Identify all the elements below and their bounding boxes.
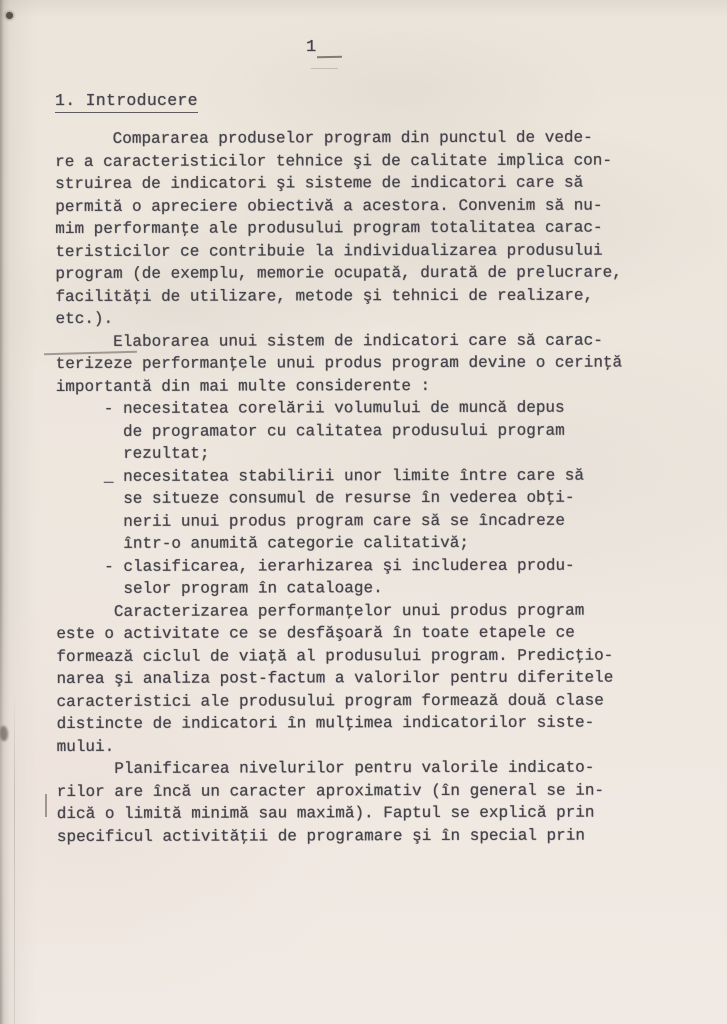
text-line: permită o apreciere obiectivă a acestora. Convenim să nu- (55, 196, 603, 216)
text-line: teristicilor ce contribuie la individualizarea produsului (55, 241, 603, 261)
page-number: 1 (306, 38, 317, 57)
text-line: selor program în cataloage. (56, 579, 383, 598)
text-line: Elaborarea unui sistem de indicatori care să carac- (55, 331, 603, 351)
text-line: într-o anumită categorie calitativă; (56, 533, 469, 553)
punch-hole-dot (6, 12, 13, 19)
text-line: Planificarea nivelurilor pentru valorile indicato- (56, 758, 595, 778)
text-line: Compararea produselor program din punctul de vede- (55, 128, 593, 148)
text-line: caracteristici ale produsului program formează două clase (56, 691, 604, 711)
text-line: este o activitate ce se desfăşoară în toate etapele ce (56, 623, 575, 643)
text-line: dică o limită minimă sau maximă). Faptul se explică prin (56, 803, 595, 823)
text-line: - necesitatea corelării volumului de muncă depus (55, 398, 565, 418)
text-line: mului. (56, 737, 115, 756)
left-edge-mark (0, 726, 8, 741)
text-line: struirea de indicatori şi sisteme de indicatori care să (55, 173, 584, 193)
text-line: narea şi analiza post-factum a valorilor pentru diferitele (56, 668, 614, 688)
text-line: mim performanţe ale produsului program totalitatea carac- (55, 218, 603, 238)
text-line: re a caracteristicilor tehnice şi de calitate implica con- (55, 151, 612, 171)
text-line: de programator cu calitatea produsului program (55, 421, 565, 441)
text-line: specificul activităţii de programare şi în special prin (56, 826, 585, 846)
text-line: formează ciclul de viaţă al produsului program. Predicţio- (56, 646, 614, 666)
text-line: Caracterizarea performanţelor unui produs program (56, 601, 585, 621)
typewritten-text (55, 127, 623, 848)
text-line: se situeze consumul de resurse în vederea obţi- (55, 488, 575, 508)
paper-crease-line (14, 690, 15, 1024)
text-line: _ necesitatea stabilirii unor limite între care să (55, 466, 585, 486)
page-number-underline-faint (311, 68, 338, 69)
text-line: rilor are încă un caracter aproximativ (în general se in- (56, 781, 605, 801)
section-heading: 1. Introducere (55, 90, 198, 113)
margin-tick-mark (45, 794, 47, 817)
text-line: - clasificarea, ierarhizarea şi includerea produ- (56, 556, 575, 576)
text-line: nerii unui produs program care să se încadreze (56, 511, 565, 531)
text-line: importantă din mai multe considerente : (55, 376, 431, 396)
page-number-underline (317, 56, 342, 58)
text-line: facilităţi de utilizare, metode şi tehnici de realizare, (55, 286, 594, 306)
text-line: rezultat; (55, 444, 210, 463)
text-line: etc.). (55, 309, 114, 328)
text-line: distincte de indicatori în mulţimea indicatorilor siste- (56, 713, 595, 733)
text-line: terizeze performanţele unui produs program devine o cerinţă (55, 353, 623, 373)
text-line: program (de exemplu, memorie ocupată, durată de prelucrare, (55, 263, 622, 283)
